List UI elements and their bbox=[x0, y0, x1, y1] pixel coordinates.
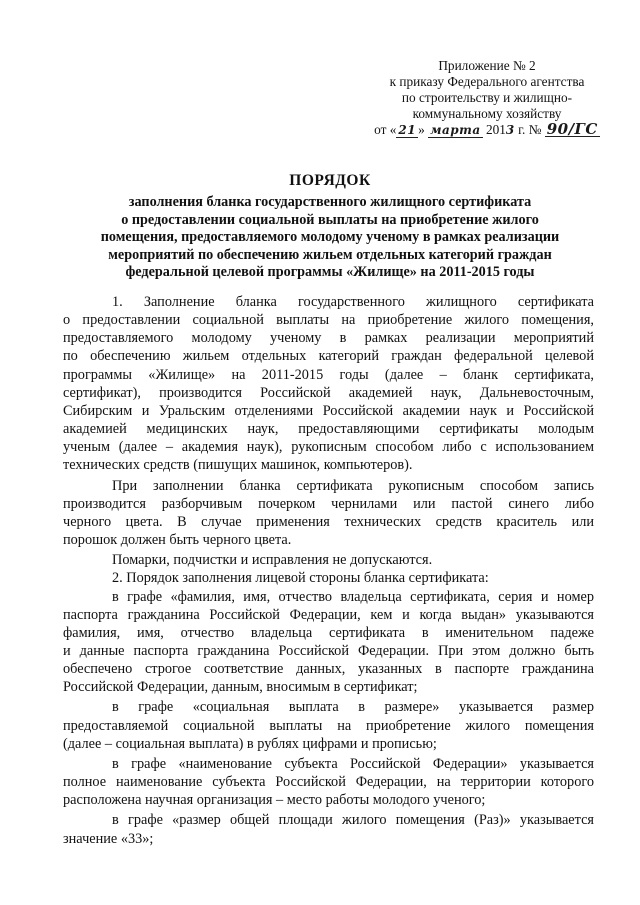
handwritten-year-digit: 3 bbox=[505, 123, 515, 137]
paragraph-line: предоставляемого молодому ученому в рамках реализации мероприятий bbox=[63, 330, 594, 347]
paragraph-line: полное наименование субъекта Российской Федерации, на территории которого bbox=[63, 774, 594, 791]
paragraph-line: 1. Заполнение бланка государственного жилищного сертификата bbox=[112, 294, 594, 310]
paragraph-line: по обеспечению жильем отдельных категорий граждан федеральной целевой bbox=[63, 348, 594, 365]
paragraph-line: о предоставлении социальной выплаты на приобретение жилого помещения, bbox=[63, 312, 594, 329]
paragraph-line: черного цвета. В случае применения технических средств краситель или bbox=[63, 513, 594, 530]
date-mid: » bbox=[418, 122, 429, 137]
title-subtitle bbox=[60, 194, 600, 282]
paragraph-line: и данные паспорта гражданина Российской Федерации. При этом должно быть bbox=[63, 642, 594, 659]
paragraph-line: производится разборчивым почерком чернилами или пастой синего либо bbox=[63, 495, 594, 512]
subtitle-line: мероприятий по обеспечению жильем отдельных категорий граждан bbox=[108, 246, 552, 263]
paragraph-line: паспорта гражданина Российской Федерации, кем и когда выдан» указываются bbox=[63, 606, 594, 623]
subtitle-line: федеральной целевой программы «Жилище» на 2011-2015 годы bbox=[125, 264, 535, 281]
paragraph-line: Российской Федерации, данным, вносимым в сертификат; bbox=[63, 679, 418, 696]
appendix-line: по строительству и жилищно- bbox=[401, 90, 573, 105]
date-year-pre: 201 bbox=[482, 122, 506, 137]
paragraph-line: сертификат), производится Российской академией наук, Дальневосточным, bbox=[63, 384, 594, 401]
appendix-line: к приказу Федерального агентства bbox=[389, 74, 585, 89]
handwritten-order-number: 90/ГС bbox=[546, 120, 598, 138]
subtitle-line: заполнения бланка государственного жилищного сертификата bbox=[128, 194, 532, 210]
document-title bbox=[60, 170, 600, 282]
paragraph-line: ученым (далее – академия наук), рукописным способом либо с использованием bbox=[63, 439, 594, 456]
paragraph-line: фамилия, имя, отчество владельца сертификата в именительном падеже bbox=[63, 624, 594, 641]
handwritten-month: марта bbox=[430, 123, 481, 137]
date-year-post: г. № bbox=[514, 122, 545, 137]
order-date-line bbox=[372, 122, 602, 138]
paragraph-line: академией медицинских наук, предоставляющими сертификаты молодым bbox=[63, 421, 594, 438]
document-body bbox=[63, 293, 594, 848]
appendix-line: коммунальному хозяйству bbox=[412, 106, 562, 121]
paragraph-line: порошок должен быть черного цвета. bbox=[63, 532, 292, 549]
paragraph-line: Помарки, подчистки и исправления не допускаются. bbox=[112, 552, 433, 569]
paragraph-line: программы «Жилище» на 2011-2015 годы (далее – бланк сертификата, bbox=[63, 366, 594, 383]
subtitle-line: о предоставлении социальной выплаты на приобретение жилого bbox=[121, 211, 539, 228]
appendix-line: Приложение № 2 bbox=[438, 58, 536, 73]
subtitle-line: помещения, предоставляемого молодому ученому в рамках реализации bbox=[100, 229, 560, 246]
appendix-header bbox=[372, 58, 602, 138]
paragraph-line: в графе «наименование субъекта Российской Федерации» указывается bbox=[112, 755, 594, 772]
handwritten-day: 21 bbox=[398, 123, 417, 137]
paragraph-line: значение «33»; bbox=[63, 830, 154, 847]
paragraph-line: в графе «социальная выплата в размере» указывается размер bbox=[112, 699, 594, 716]
paragraph-line: предоставляемой социальной выплаты на приобретение жилого помещения bbox=[63, 717, 594, 734]
paragraph-line: обеспечено строгое соответствие данных, указанных в паспорте гражданина bbox=[63, 661, 594, 678]
paragraph-line: в графе «размер общей площади жилого помещения (Раз)» указывается bbox=[112, 812, 594, 829]
paragraph-line: (далее – социальная выплата) в рублях цифрами и прописью; bbox=[63, 735, 437, 752]
paragraph-line: в графе «фамилия, имя, отчество владельца сертификата, серия и номер bbox=[112, 588, 594, 605]
paragraph-line: Сибирским и Уральским отделениями Российской академии наук и Российской bbox=[63, 402, 594, 419]
paragraph-line: расположена научная организация – место работы молодого ученого; bbox=[63, 792, 486, 809]
paragraph-line: 2. Порядок заполнения лицевой стороны бланка сертификата: bbox=[112, 570, 489, 587]
paragraph-line: технических средств (пишущих машинок, компьютеров). bbox=[63, 457, 413, 474]
date-prefix: от « bbox=[374, 122, 397, 137]
title-main: ПОРЯДОК bbox=[289, 172, 371, 189]
paragraph-line: При заполнении бланка сертификата рукописным способом запись bbox=[112, 477, 594, 494]
